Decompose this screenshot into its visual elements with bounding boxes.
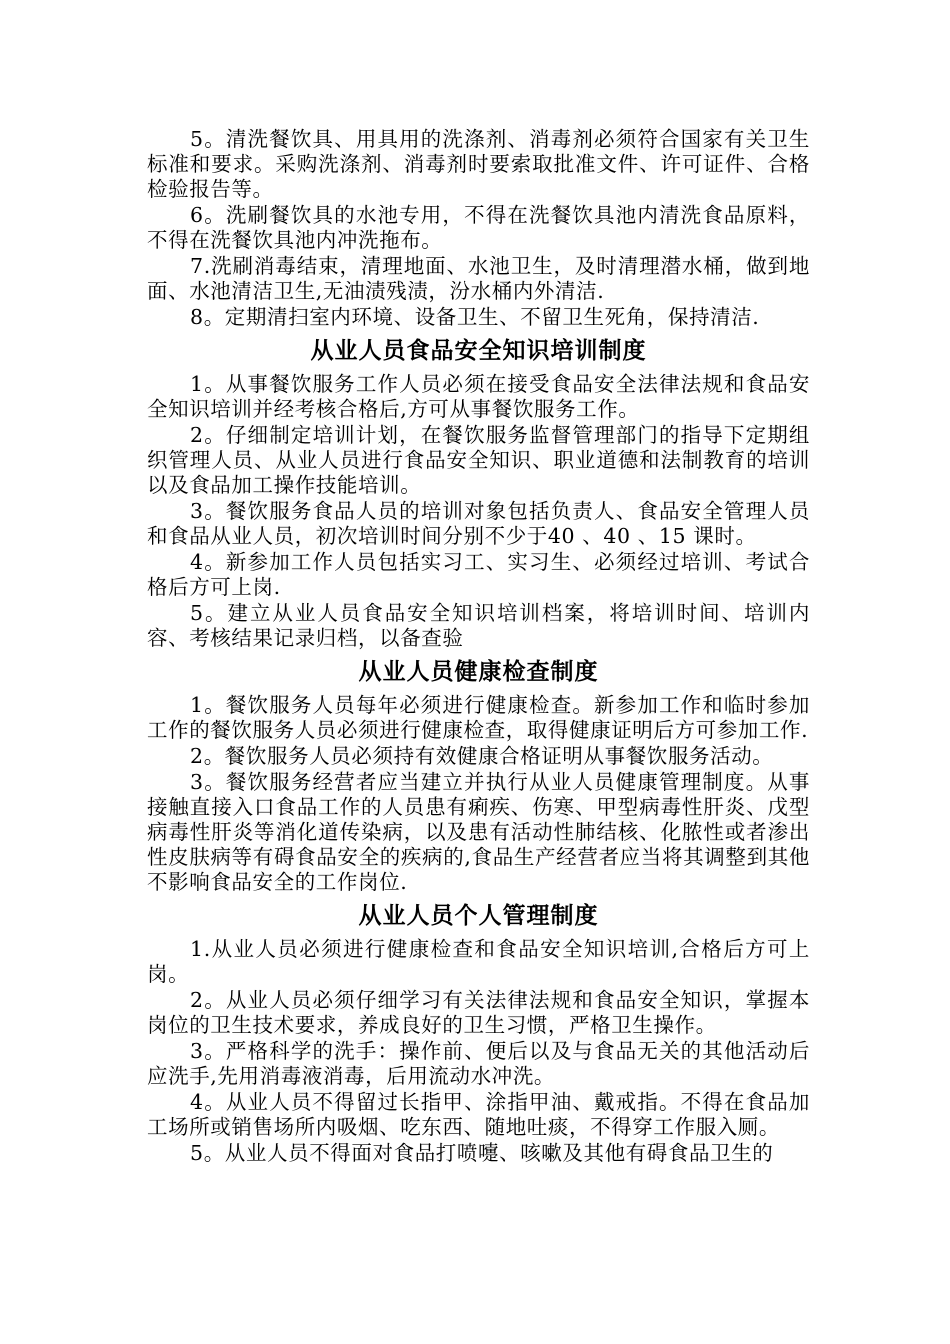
paragraph: 1.从业人员必须进行健康检查和食品安全知识培训,合格后方可上岗。: [147, 937, 810, 986]
section-personal-management: [147, 901, 810, 1166]
section-title: 从业人员食品安全知识培训制度: [310, 338, 647, 364]
section-health-check: [147, 657, 810, 895]
paragraph: 5。清洗餐饮具、用具用的洗涤剂、消毒剂必须符合国家有关卫生标准和要求。采购洗涤剂、消毒剂时要索取批准文件、许可证件、合格检验报告等。: [147, 127, 810, 201]
paragraph: 1。从事餐饮服务工作人员必须在接受食品安全法律法规和食品安全知识培训并经考核合格后,方可从事餐饮服务工作。: [147, 372, 810, 421]
paragraph: 5。建立从业人员食品安全知识培训档案，将培训时间、培训内容、考核结果记录归档，以备查验: [147, 601, 810, 650]
section-training: [147, 336, 810, 651]
paragraph: 4。新参加工作人员包括实习工、实习生、必须经过培训、考试合格后方可上岗.: [147, 550, 810, 599]
paragraph: 3。餐饮服务食品人员的培训对象包括负责人、食品安全管理人员和食品从业人员，初次培训时间分别不少于40 、40 、15 课时。: [147, 499, 810, 548]
paragraph: 5。从业人员不得面对食品打喷嚏、咳嗽及其他有碍食品卫生的: [190, 1141, 774, 1165]
paragraph: 8。定期清扫室内环境、设备卫生、不留卫生死角，保持清洁.: [190, 305, 760, 329]
section-cleaning-continued: [147, 127, 810, 330]
paragraph: 3。餐饮服务经营者应当建立并执行从业人员健康管理制度。从事接触直接入口食品工作的人员患有痢疾、伤寒、甲型病毒性肝炎、戊型病毒性肝炎等消化道传染病，以及患有活动性肺结核、化脓性或者渗出性皮肤病等有碍食品安全的疾病的,食品生产经营者应当将其调整到其他不影响食品安全的工作岗位.: [147, 770, 810, 894]
paragraph: 7.洗刷消毒结束，清理地面、水池卫生，及时清理潜水桶，做到地面、水池清洁卫生,无油渍残渍，汾水桶内外清洁.: [147, 254, 810, 303]
paragraph: 2。餐饮服务人员必须持有效健康合格证明从事餐饮服务活动。: [190, 744, 774, 768]
paragraph: 1。餐饮服务人员每年必须进行健康检查。新参加工作和临时参加工作的餐饮服务人员必须进行健康检查，取得健康证明后方可参加工作.: [147, 693, 810, 742]
paragraph: 2。从业人员必须仔细学习有关法律法规和食品安全知识，掌握本岗位的卫生技术要求，养成良好的卫生习惯，严格卫生操作。: [147, 988, 810, 1037]
paragraph: 2。仔细制定培训计划，在餐饮服务监督管理部门的指导下定期组织管理人员、从业人员进行食品安全知识、职业道德和法制教育的培训以及食品加工操作技能培训。: [147, 423, 810, 497]
paragraph: 6。洗刷餐饮具的水池专用，不得在洗餐饮具池内清洗食品原料，不得在洗餐饮具池内冲洗拖布。: [147, 203, 810, 252]
section-title: 从业人员个人管理制度: [358, 903, 599, 929]
paragraph: 4。从业人员不得留过长指甲、涂指甲油、戴戒指。不得在食品加工场所或销售场所内吸烟、吃东西、随地吐痰，不得穿工作服入厕。: [147, 1090, 810, 1139]
document-page: [147, 127, 810, 1167]
section-title: 从业人员健康检查制度: [358, 659, 599, 685]
paragraph: 3。严格科学的洗手：操作前、便后以及与食品无关的其他活动后应洗手,先用消毒液消毒，后用流动水冲洗。: [147, 1039, 810, 1088]
